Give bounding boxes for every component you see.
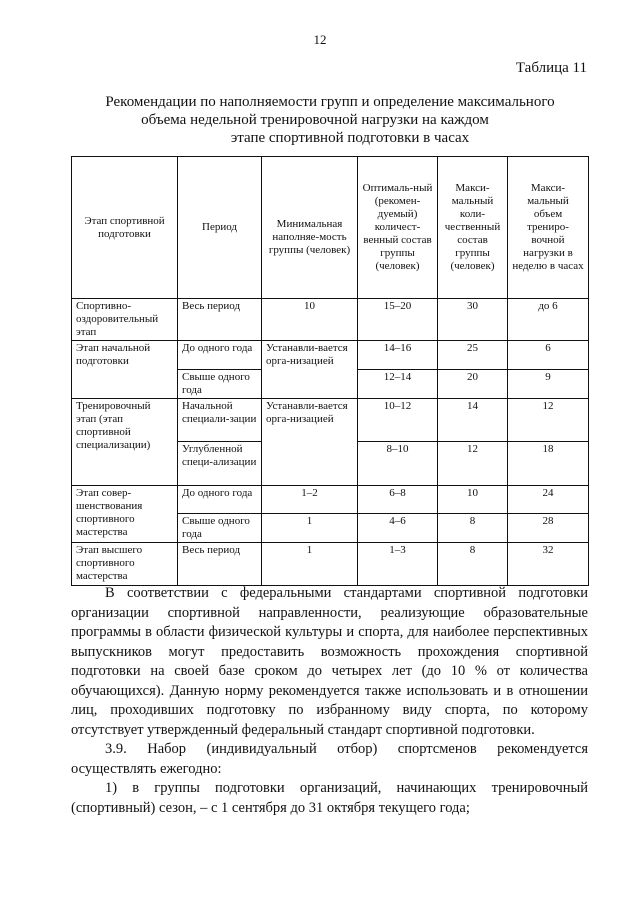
max-size-cell: 30 bbox=[438, 299, 508, 341]
max-load-cell: до 6 bbox=[508, 299, 589, 341]
max-load-cell: 24 bbox=[508, 486, 589, 514]
header-period: Период bbox=[178, 157, 262, 299]
stage-cell: Этап начальной подготовки bbox=[72, 341, 178, 399]
table-row bbox=[72, 299, 589, 341]
min-size-cell: Устанавли-вается орга-низацией bbox=[262, 341, 358, 399]
max-load-cell: 18 bbox=[508, 442, 589, 486]
max-size-cell: 12 bbox=[438, 442, 508, 486]
stage-cell: Этап высшего спортивного мастерства bbox=[72, 543, 178, 586]
max-size-cell: 8 bbox=[438, 514, 508, 543]
max-size-cell: 14 bbox=[438, 399, 508, 442]
paragraph: 3.9. Набор (индивидуальный отбор) спортсменов рекомендуется осуществлять ежегодно: bbox=[71, 741, 588, 777]
title-line: объема недельной тренировочной нагрузки на каждом bbox=[141, 112, 489, 128]
period-cell: Углубленной специ-ализации bbox=[178, 442, 262, 486]
optimal-size-cell: 14–16 bbox=[358, 341, 438, 370]
table-row bbox=[72, 486, 589, 514]
period-cell: Начальной специали-зации bbox=[178, 399, 262, 442]
min-size-cell: Устанавли-вается орга-низацией bbox=[262, 399, 358, 486]
table-header-row bbox=[72, 157, 589, 299]
max-load-cell: 12 bbox=[508, 399, 589, 442]
optimal-size-cell: 8–10 bbox=[358, 442, 438, 486]
header-max-load: Макси-мальный объем трениро-вочной нагрузки в неделю в часах bbox=[508, 157, 589, 299]
header-max-size: Макси-мальный коли-чественный состав группы (человек) bbox=[438, 157, 508, 299]
min-size-cell: 10 bbox=[262, 299, 358, 341]
paragraph: В соответствии с федеральными стандартами спортивной подготовки организации спортивной направленности, реализующие образовательные программы в области физической культуры и спорта, для наиболее перспективных выпускников могут предоставить возможность прохождения спортивной подготовки на своей базе сроком до четырех лет (до 10 % от количества обучающихся). Данную норму рекомендуется также использовать и в отношении лиц, проходивших подготовку по избранному виду спорта, по которому отсутствует утвержденный федеральный стандарт спортивной подготовки. bbox=[71, 585, 588, 738]
recommendations-table bbox=[71, 156, 589, 586]
table-title bbox=[90, 93, 570, 147]
period-cell: Свыше одного года bbox=[178, 514, 262, 543]
period-cell: Свыше одного года bbox=[178, 370, 262, 399]
period-cell: До одного года bbox=[178, 341, 262, 370]
period-cell: Весь период bbox=[178, 543, 262, 586]
stage-cell: Спортивно-оздоровительный этап bbox=[72, 299, 178, 341]
optimal-size-cell: 15–20 bbox=[358, 299, 438, 341]
max-size-cell: 20 bbox=[438, 370, 508, 399]
header-optimal-size: Оптималь-ный (рекомен-дуемый) количест-венный состав группы (человек) bbox=[358, 157, 438, 299]
table-row bbox=[72, 341, 589, 370]
stage-cell: Этап совер-шенствования спортивного мастерства bbox=[72, 486, 178, 543]
optimal-size-cell: 10–12 bbox=[358, 399, 438, 442]
body-text bbox=[71, 584, 588, 818]
optimal-size-cell: 1–3 bbox=[358, 543, 438, 586]
max-size-cell: 25 bbox=[438, 341, 508, 370]
header-min-size: Минимальная наполняе-мость группы (человек) bbox=[262, 157, 358, 299]
header-stage: Этап спортивной подготовки bbox=[72, 157, 178, 299]
title-line: этапе спортивной подготовки в часах bbox=[230, 130, 470, 146]
min-size-cell: 1 bbox=[262, 543, 358, 586]
max-size-cell: 8 bbox=[438, 543, 508, 586]
optimal-size-cell: 12–14 bbox=[358, 370, 438, 399]
page-number: 12 bbox=[313, 32, 327, 47]
table-row bbox=[72, 399, 589, 442]
max-load-cell: 6 bbox=[508, 341, 589, 370]
table-row bbox=[72, 543, 589, 586]
period-cell: Весь период bbox=[178, 299, 262, 341]
title-line: Рекомендации по наполняемости групп и определение максимального bbox=[105, 94, 555, 110]
period-cell: До одного года bbox=[178, 486, 262, 514]
paragraph: 1) в группы подготовки организаций, начинающих тренировочный (спортивный) сезон, – с 1 сентября до 31 октября текущего года; bbox=[71, 780, 588, 816]
table-label: Таблица 11 bbox=[515, 60, 587, 76]
max-load-cell: 9 bbox=[508, 370, 589, 399]
max-load-cell: 28 bbox=[508, 514, 589, 543]
optimal-size-cell: 6–8 bbox=[358, 486, 438, 514]
min-size-cell: 1 bbox=[262, 514, 358, 543]
max-load-cell: 32 bbox=[508, 543, 589, 586]
optimal-size-cell: 4–6 bbox=[358, 514, 438, 543]
min-size-cell: 1–2 bbox=[262, 486, 358, 514]
stage-cell: Тренировочный этап (этап спортивной специализации) bbox=[72, 399, 178, 486]
max-size-cell: 10 bbox=[438, 486, 508, 514]
